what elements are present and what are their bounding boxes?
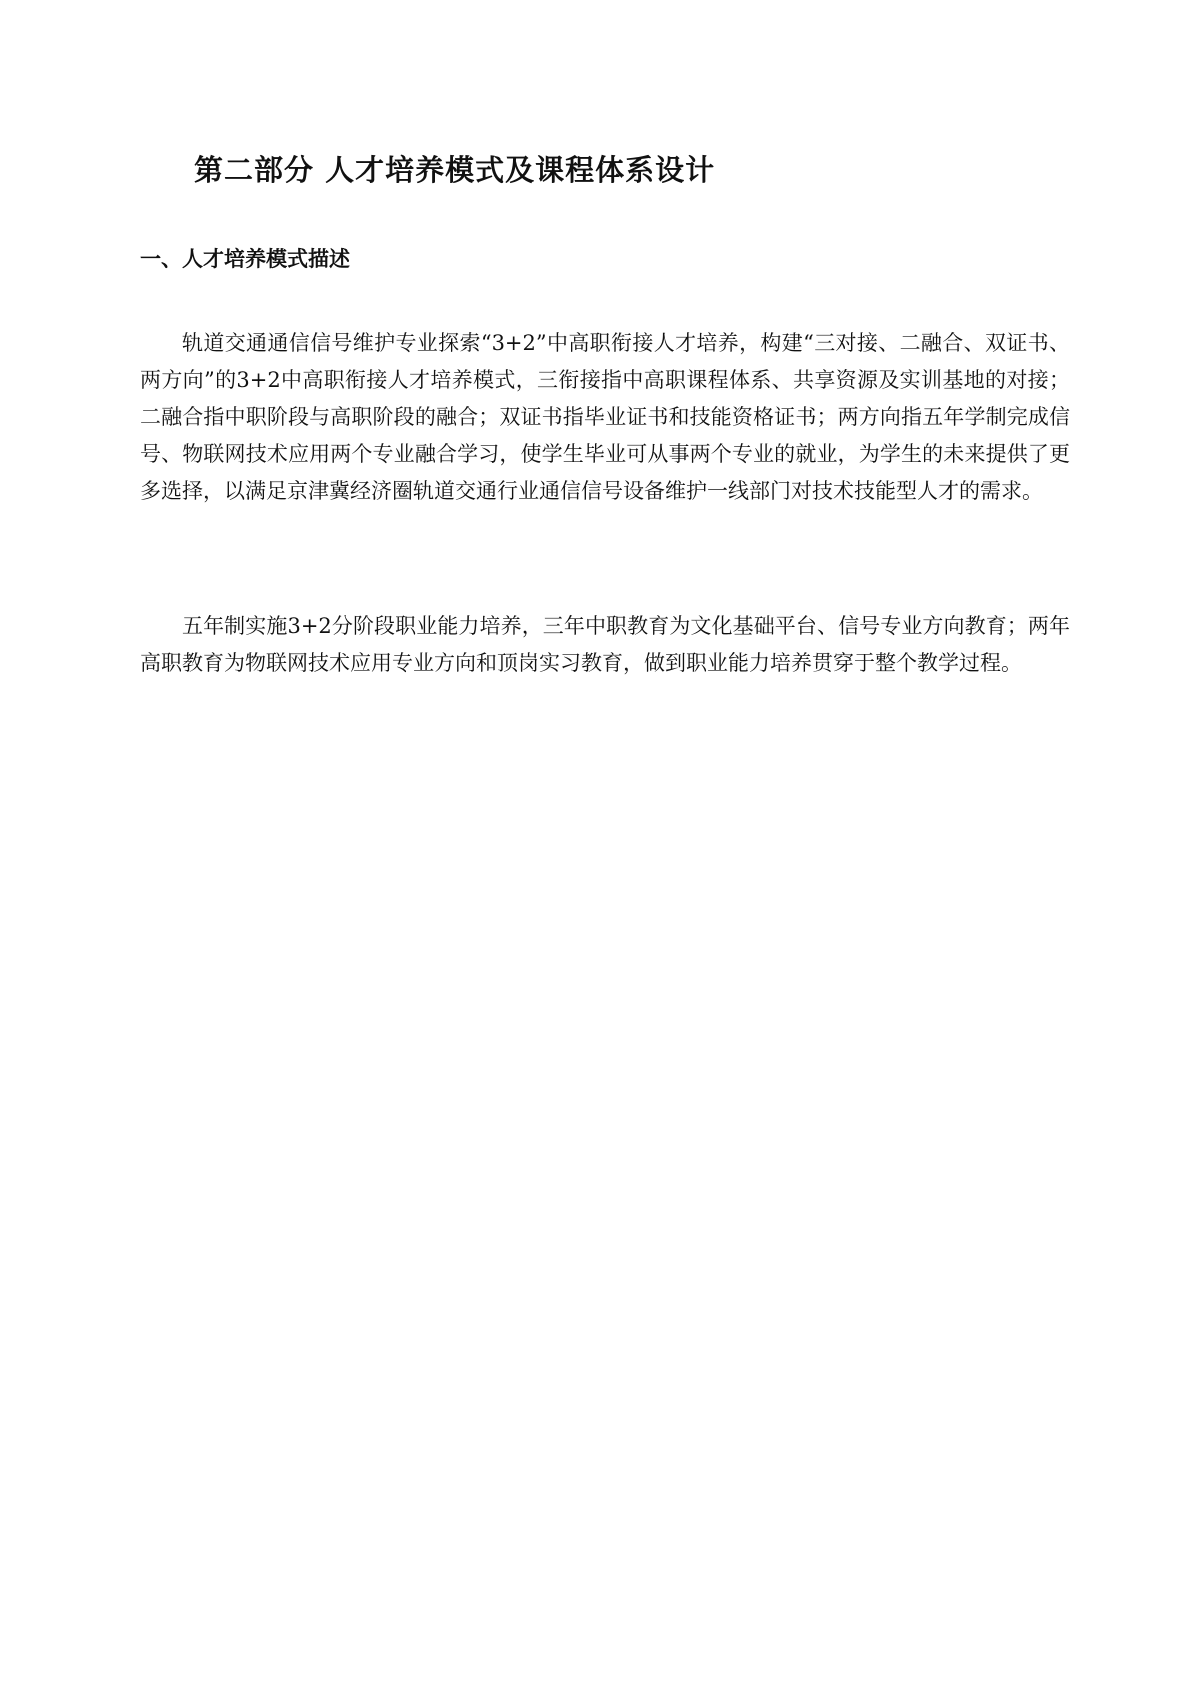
body-paragraph: 轨道交通通信信号维护专业探索“3+2”中高职衔接人才培养，构建“三对接、二融合、双证书、两方向”的3+2中高职衔接人才培养模式，三衔接指中高职课程体系、共享资源及实训基地的对接；二融合指中职阶段与高职阶段的融合；双证书指毕业证书和技能资格证书；两方向指五年学制完成信号、物联网技术应用两个专业融合学习，使学生毕业可从事两个专业的就业，为学生的未来提供了更多选择，以满足京津冀经济圈轨道交通行业通信信号设备维护一线部门对技术技能型人才的需求。 — [140, 331, 1070, 503]
section-heading: 一、人才培养模式描述 — [140, 247, 350, 271]
body-paragraph: 五年制实施3+2分阶段职业能力培养，三年中职教育为文化基础平台、信号专业方向教育；两年高职教育为物联网技术应用专业方向和顶岗实习教育，做到职业能力培养贯穿于整个教学过程。 — [140, 614, 1070, 675]
part-title: 第二部分 人才培养模式及课程体系设计 — [194, 153, 716, 187]
